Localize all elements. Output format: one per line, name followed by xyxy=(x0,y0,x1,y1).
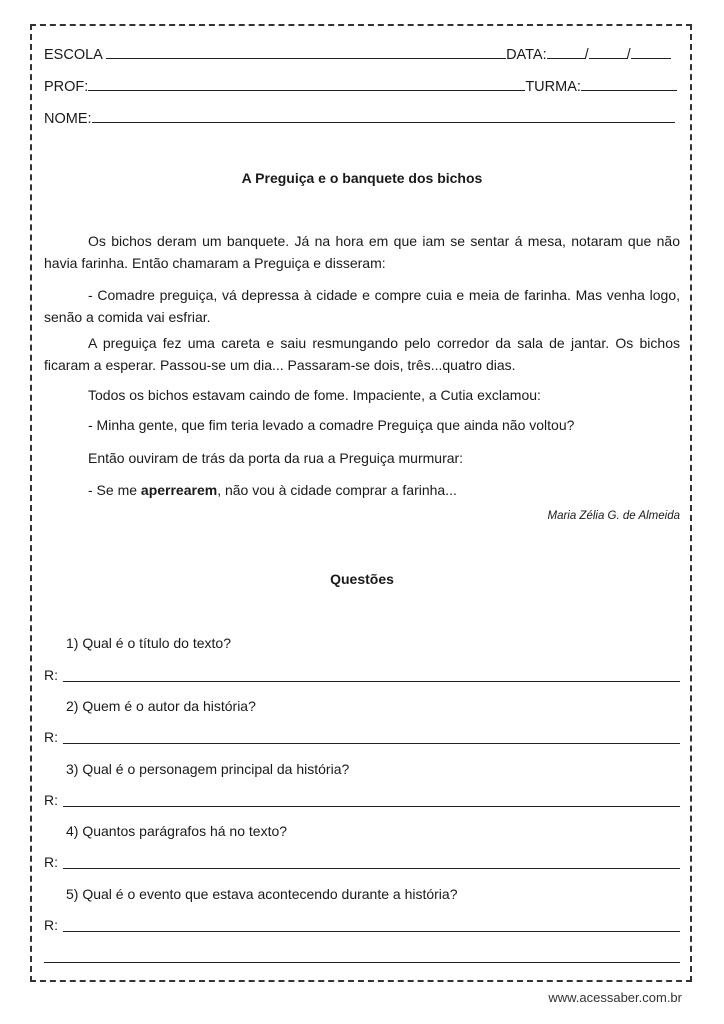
story-paragraph: - Minha gente, que fim teria levado a comadre Preguiça que ainda não voltou? xyxy=(88,417,575,433)
teacher-field[interactable] xyxy=(88,76,525,91)
story-title: A Preguiça e o banquete dos bichos xyxy=(241,170,483,186)
question-item: 1) Qual é o título do texto? xyxy=(66,635,231,651)
story-paragraph: Os bichos deram um banquete. Já na hora em que iam se sentar á mesa, notaram que não havia farinha. Então chamaram a Preguiça e disseram: xyxy=(44,233,680,271)
name-label: NOME: xyxy=(44,111,92,127)
answer-row[interactable] xyxy=(44,728,680,746)
school-label: ESCOLA xyxy=(44,47,103,63)
questions-title: Questões xyxy=(330,571,394,587)
class-label: TURMA: xyxy=(525,79,581,95)
story-paragraph: A preguiça fez uma careta e saiu resmungando pelo corredor da sala de jantar. Os bichos ficaram a esperar. Passou-se um dia... Passaram-se dois, três...quatro dias. xyxy=(44,335,680,373)
answer-line[interactable] xyxy=(63,743,680,744)
name-row xyxy=(44,108,675,128)
class-field[interactable] xyxy=(581,76,677,91)
story-paragraph: Então ouviram de trás da porta da rua a Preguiça murmurar: xyxy=(88,450,464,466)
answer-label: R: xyxy=(44,729,58,745)
answer-label: R: xyxy=(44,917,58,933)
answer-line[interactable] xyxy=(63,868,680,869)
answer-label: R: xyxy=(44,667,58,683)
footer-site: www.acessaber.com.br xyxy=(548,990,682,1005)
story-paragraph-last xyxy=(44,479,680,501)
question-item: 4) Quantos parágrafos há no texto? xyxy=(66,823,288,839)
date-label: DATA: xyxy=(506,47,547,63)
date-separator: / xyxy=(584,47,589,63)
answer-line[interactable] xyxy=(63,681,680,682)
question-item: 5) Qual é o evento que estava acontecendo durante a história? xyxy=(66,886,458,902)
name-field[interactable] xyxy=(92,108,675,123)
question-item: 2) Quem é o autor da história? xyxy=(66,698,256,714)
date-month-field[interactable] xyxy=(589,44,627,59)
date-year-field[interactable] xyxy=(631,44,671,59)
story-author: Maria Zélia G. de Almeida xyxy=(547,510,680,522)
question-item: 3) Qual é o personagem principal da história? xyxy=(66,761,350,777)
answer-row[interactable] xyxy=(44,791,680,809)
answer-line[interactable] xyxy=(63,931,680,932)
date-separator: / xyxy=(626,47,631,63)
school-row xyxy=(44,44,671,64)
answer-row[interactable] xyxy=(44,916,680,934)
answer-line[interactable] xyxy=(63,806,680,807)
teacher-label: PROF: xyxy=(44,79,89,95)
answer-label: R: xyxy=(44,792,58,808)
answer-row[interactable] xyxy=(44,853,680,871)
last-line-text: - Se me xyxy=(88,482,141,498)
school-field[interactable] xyxy=(106,44,506,59)
date-day-field[interactable] xyxy=(547,44,585,59)
answer-label: R: xyxy=(44,854,58,870)
story-paragraph: - Comadre preguiça, vá depressa à cidade e compre cuia e meia de farinha. Mas venha logo, senão a comida vai esfriar. xyxy=(44,287,680,325)
answer-row[interactable] xyxy=(44,666,680,684)
answer-extra-line[interactable] xyxy=(44,962,680,963)
last-line-bold-word: aperrearem xyxy=(140,482,218,498)
teacher-row xyxy=(44,76,677,96)
story-paragraph: Todos os bichos estavam caindo de fome. Impaciente, a Cutia exclamou: xyxy=(88,387,541,403)
last-line-text: , não vou à cidade comprar a farinha... xyxy=(217,482,457,498)
